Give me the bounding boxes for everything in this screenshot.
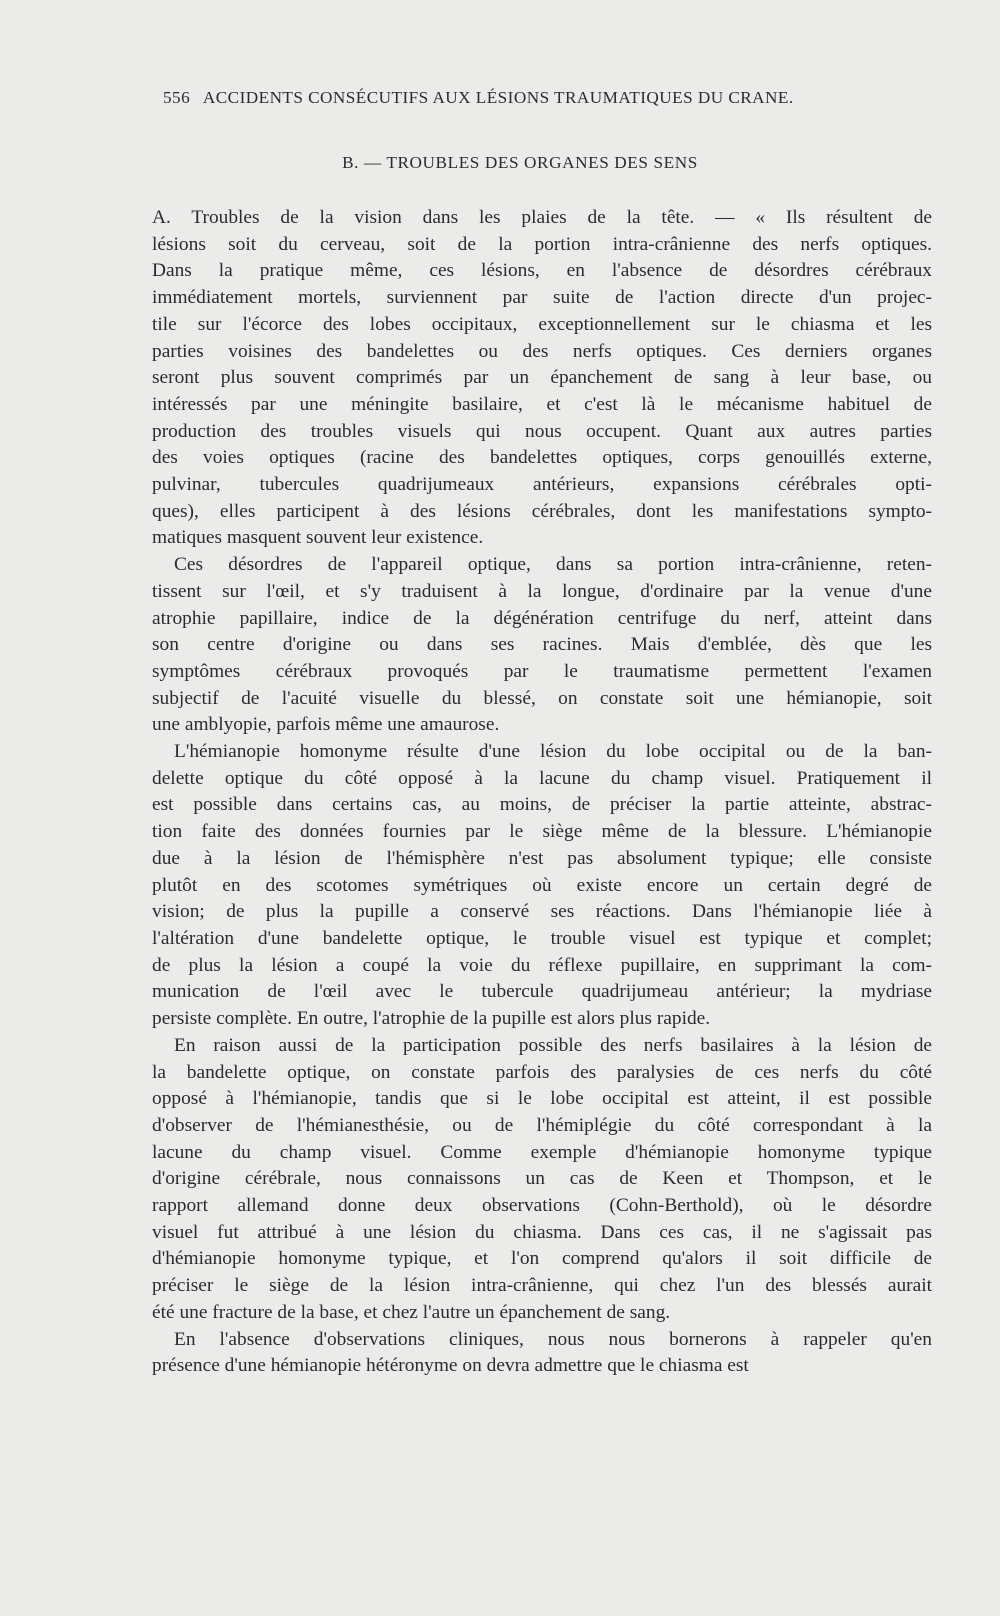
text-line: atrophie papillaire, indice de la dégénération centrifuge du nerf, atteint dans xyxy=(152,607,932,629)
text-line: En raison aussi de la participation possible des nerfs basilaires à la lésion de xyxy=(174,1034,932,1056)
text-line: plutôt en des scotomes symétriques où existe encore un certain degré de xyxy=(152,874,932,896)
text-line: persiste complète. En outre, l'atrophie de la pupille est alors plus rapide. xyxy=(152,1008,711,1030)
text-line: préciser le siège de la lésion intra-crânienne, qui chez l'un des blessés aurait xyxy=(152,1275,932,1297)
text-line: lésions soit du cerveau, soit de la portion intra-crânienne des nerfs optiques. xyxy=(152,233,932,255)
paragraph xyxy=(152,552,932,739)
text-line: tion faite des données fournies par le siège même de la blessure. L'hémianopie xyxy=(152,821,932,843)
text-line: munication de l'œil avec le tubercule quadrijumeau antérieur; la mydriase xyxy=(152,981,932,1003)
running-head xyxy=(163,88,933,108)
paragraph xyxy=(152,205,932,552)
text-line: Dans la pratique même, ces lésions, en l'absence de désordres cérébraux xyxy=(152,260,932,282)
text-line: lacune du champ visuel. Comme exemple d'hémianopie homonyme typique xyxy=(152,1141,932,1163)
running-title: ACCIDENTS CONSÉCUTIFS AUX LÉSIONS TRAUMATIQUES DU CRANE. xyxy=(202,88,794,107)
text-line: due à la lésion de l'hémisphère n'est pas absolument typique; elle consiste xyxy=(152,847,932,869)
section-title: B. — TROUBLES DES ORGANES DES SENS xyxy=(342,153,698,172)
paragraph xyxy=(152,1033,932,1327)
text-line: présence d'une hémianopie hétéronyme on devra admettre que le chiasma est xyxy=(152,1355,749,1377)
text-line: immédiatement mortels, surviennent par suite de l'action directe d'un projec- xyxy=(152,287,932,309)
page-number: 556 xyxy=(163,88,191,107)
text-line: seront plus souvent comprimés par un épanchement de sang à leur base, ou xyxy=(152,367,932,389)
text-line: de plus la lésion a coupé la voie du réflexe pupillaire, en supprimant la com- xyxy=(152,954,932,976)
text-line: d'hémianopie homonyme typique, et l'on comprend qu'alors il soit difficile de xyxy=(152,1248,932,1270)
text-line: parties voisines des bandelettes ou des nerfs optiques. Ces derniers organes xyxy=(152,340,932,362)
text-line: delette optique du côté opposé à la lacune du champ visuel. Pratiquement il xyxy=(152,767,932,789)
body-text xyxy=(152,205,932,1380)
text-line: son centre d'origine ou dans ses racines. Mais d'emblée, dès que les xyxy=(152,634,932,656)
text-line: tile sur l'écorce des lobes occipitaux, exceptionnellement sur le chiasma et les xyxy=(152,313,932,335)
text-line: d'observer de l'hémianesthésie, ou de l'hémiplégie du côté correspondant à la xyxy=(152,1114,932,1136)
text-line: vision; de plus la pupille a conservé ses réactions. Dans l'hémianopie liée à xyxy=(152,901,932,923)
text-line: Ces désordres de l'appareil optique, dans sa portion intra-crânienne, reten- xyxy=(174,554,932,576)
text-line: été une fracture de la base, et chez l'autre un épanchement de sang. xyxy=(152,1301,671,1323)
text-line: rapport allemand donne deux observations (Cohn-Berthold), où le désordre xyxy=(152,1195,932,1217)
text-line: tissent sur l'œil, et s'y traduisent à la longue, d'ordinaire par la venue d'une xyxy=(152,580,932,602)
text-line: la bandelette optique, on constate parfois des paralysies de ces nerfs du côté xyxy=(152,1061,932,1083)
text-line: visuel fut attribué à une lésion du chiasma. Dans ces cas, il ne s'agissait pas xyxy=(152,1221,932,1243)
text-line: ques), elles participent à des lésions cérébrales, dont les manifestations sympto- xyxy=(152,500,932,522)
text-line: En l'absence d'observations cliniques, nous nous bornerons à rappeler qu'en xyxy=(174,1328,932,1350)
text-line: une amblyopie, parfois même une amaurose. xyxy=(152,714,500,736)
text-line: L'hémianopie homonyme résulte d'une lésion du lobe occipital ou de la ban- xyxy=(174,741,932,763)
text-line: matiques masquent souvent leur existence. xyxy=(152,527,484,549)
text-line: pulvinar, tubercules quadrijumeaux antérieurs, expansions cérébrales opti- xyxy=(152,474,932,496)
text-line: d'origine cérébrale, nous connaissons un cas de Keen et Thompson, et le xyxy=(152,1168,932,1190)
text-line: subjectif de l'acuité visuelle du blessé, on constate soit une hémianopie, soit xyxy=(152,687,932,709)
text-line: est possible dans certains cas, au moins, de préciser la partie atteinte, abstrac- xyxy=(152,794,932,816)
paragraph xyxy=(152,1327,932,1380)
text-line: A. Troubles de la vision dans les plaies de la tête. — « Ils résultent de xyxy=(152,207,932,228)
text-line: intéressés par une méningite basilaire, et c'est là le mécanisme habituel de xyxy=(152,393,932,415)
text-line: production des troubles visuels qui nous occupent. Quant aux autres parties xyxy=(152,420,932,442)
text-line: l'altération d'une bandelette optique, le trouble visuel est typique et complet; xyxy=(152,927,932,949)
text-line: symptômes cérébraux provoqués par le traumatisme permettent l'examen xyxy=(152,660,932,682)
text-line: opposé à l'hémianopie, tandis que si le lobe occipital est atteint, il est possible xyxy=(152,1088,932,1110)
text-line: des voies optiques (racine des bandelettes optiques, corps genouillés externe, xyxy=(152,447,932,469)
paragraph xyxy=(152,739,932,1033)
